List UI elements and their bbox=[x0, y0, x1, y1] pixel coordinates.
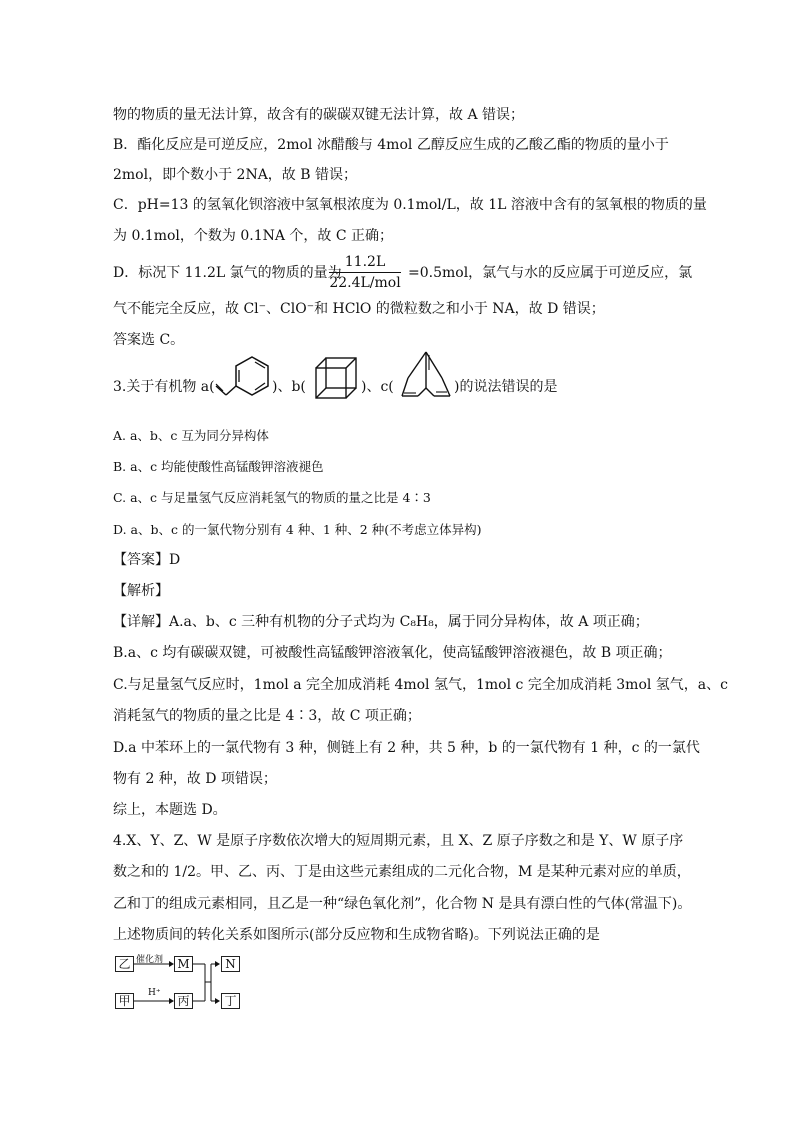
fraction-denominator: 22.4L/mol bbox=[329, 275, 401, 291]
detail-line: B.a、c 均有碳碳双键，可被酸性高锰酸钾溶液氧化，使高锰酸钾溶液褪色，故 B 项正确； bbox=[113, 645, 672, 661]
text-line: B．酯化反应是可逆反应，2mol 冰醋酸与 4mol 乙醇反应生成的乙酸乙酯的物质的量小于 bbox=[113, 137, 669, 153]
detail-line: 消耗氢气的物质的量之比是 4∶3，故 C 项正确； bbox=[113, 708, 421, 724]
hplus-label: H⁺ bbox=[148, 988, 161, 998]
text-line: 为 0.1mol，个数为 0.1NA 个，故 C 正确； bbox=[113, 228, 394, 244]
text-line: D．标况下 11.2L 氯气的物质的量为 bbox=[113, 265, 342, 281]
text-line: 气不能完全反应，故 Cl⁻、ClO⁻和 HClO 的微粒数之和小于 NA，故 D 错误； bbox=[113, 301, 605, 317]
q3-option-d: D. a、b、c 的一氯代物分别有 4 种、1 种、2 种(不考虑立体异构) bbox=[113, 522, 482, 537]
text-line: =0.5mol，氯气与水的反应属于可逆反应，氯 bbox=[408, 265, 693, 281]
molecule-b-cubane bbox=[312, 354, 360, 404]
q4-line: 4.X、Y、Z、W 是原子序数依次增大的短周期元素，且 X、Z 原子序数之和是 Y、W 原子序 bbox=[113, 833, 684, 849]
q3-stem-c: )、c( bbox=[361, 379, 394, 395]
q4-line: 数之和的 1/2。甲、乙、丙、丁是由这些元素组成的二元化合物，M 是某种元素对应的单质， bbox=[113, 864, 691, 880]
q4-line: 乙和丁的组成元素相同，且乙是一种“绿色氧化剂”，化合物 N 是具有漂白性的气体(常温下)。 bbox=[113, 896, 692, 912]
fraction-numerator: 11.2L bbox=[344, 254, 386, 270]
node-m: M bbox=[174, 956, 193, 972]
q3-option-a: A. a、b、c 互为同分异构体 bbox=[113, 428, 269, 443]
q3-stem-b: )、b( bbox=[272, 379, 306, 395]
node-n: N bbox=[221, 956, 240, 972]
detail-line: C.与足量氢气反应时，1mol a 完全加成消耗 4mol 氢气，1mol c 完全加成消耗 3mol 氢气，a、c bbox=[113, 677, 728, 693]
detail-line: D.a 中苯环上的一氯代物有 3 种，侧链上有 2 种，共 5 种，b 的一氯代物有 1 种，c 的一氯代 bbox=[113, 740, 700, 756]
detail-line: 物有 2 种，故 D 项错误； bbox=[113, 771, 277, 787]
q3-option-c: C. a、c 与足量氢气反应消耗氢气的物质的量之比是 4∶3 bbox=[113, 490, 431, 505]
catalyst-label: 催化剂 bbox=[136, 955, 164, 965]
molecule-a-styrene bbox=[212, 352, 272, 408]
q3-option-b: B. a、c 均能使酸性高锰酸钾溶液褪色 bbox=[113, 459, 324, 474]
node-ding: 丁 bbox=[221, 993, 240, 1009]
fraction bbox=[325, 253, 405, 292]
analysis-label: 【解析】 bbox=[113, 583, 169, 599]
node-yi: 乙 bbox=[115, 956, 134, 972]
molecule-c-barrelene bbox=[398, 348, 454, 406]
text-line: C．pH=13 的氢氧化钡溶液中氢氧根浓度为 0.1mol/L，故 1L 溶液中含有的氢氧根的物质的量 bbox=[113, 197, 707, 213]
detail-line: 【详解】A.a、b、c 三种有机物的分子式均为 C₈H₈，属于同分异构体，故 A 项正确； bbox=[113, 614, 649, 630]
q4-line: 上述物质间的转化关系如图所示(部分反应物和生成物省略)。下列说法正确的是 bbox=[113, 927, 600, 943]
q3-stem-end: )的说法错误的是 bbox=[454, 379, 558, 395]
text-line: 2mol，即个数小于 2NA，故 B 错误； bbox=[113, 167, 357, 183]
detail-line: 综上，本题选 D。 bbox=[113, 802, 227, 818]
text-line: 答案选 C。 bbox=[113, 332, 185, 348]
text-line: 物的物质的量无法计算，故含有的碳碳双键无法计算，故 A 错误； bbox=[113, 107, 525, 123]
node-bing: 丙 bbox=[174, 993, 193, 1009]
answer-label: 【答案】D bbox=[113, 552, 181, 568]
fraction-bar bbox=[329, 272, 401, 273]
q3-stem-a: 3.关于有机物 a( bbox=[113, 379, 215, 395]
node-jia: 甲 bbox=[115, 993, 134, 1009]
